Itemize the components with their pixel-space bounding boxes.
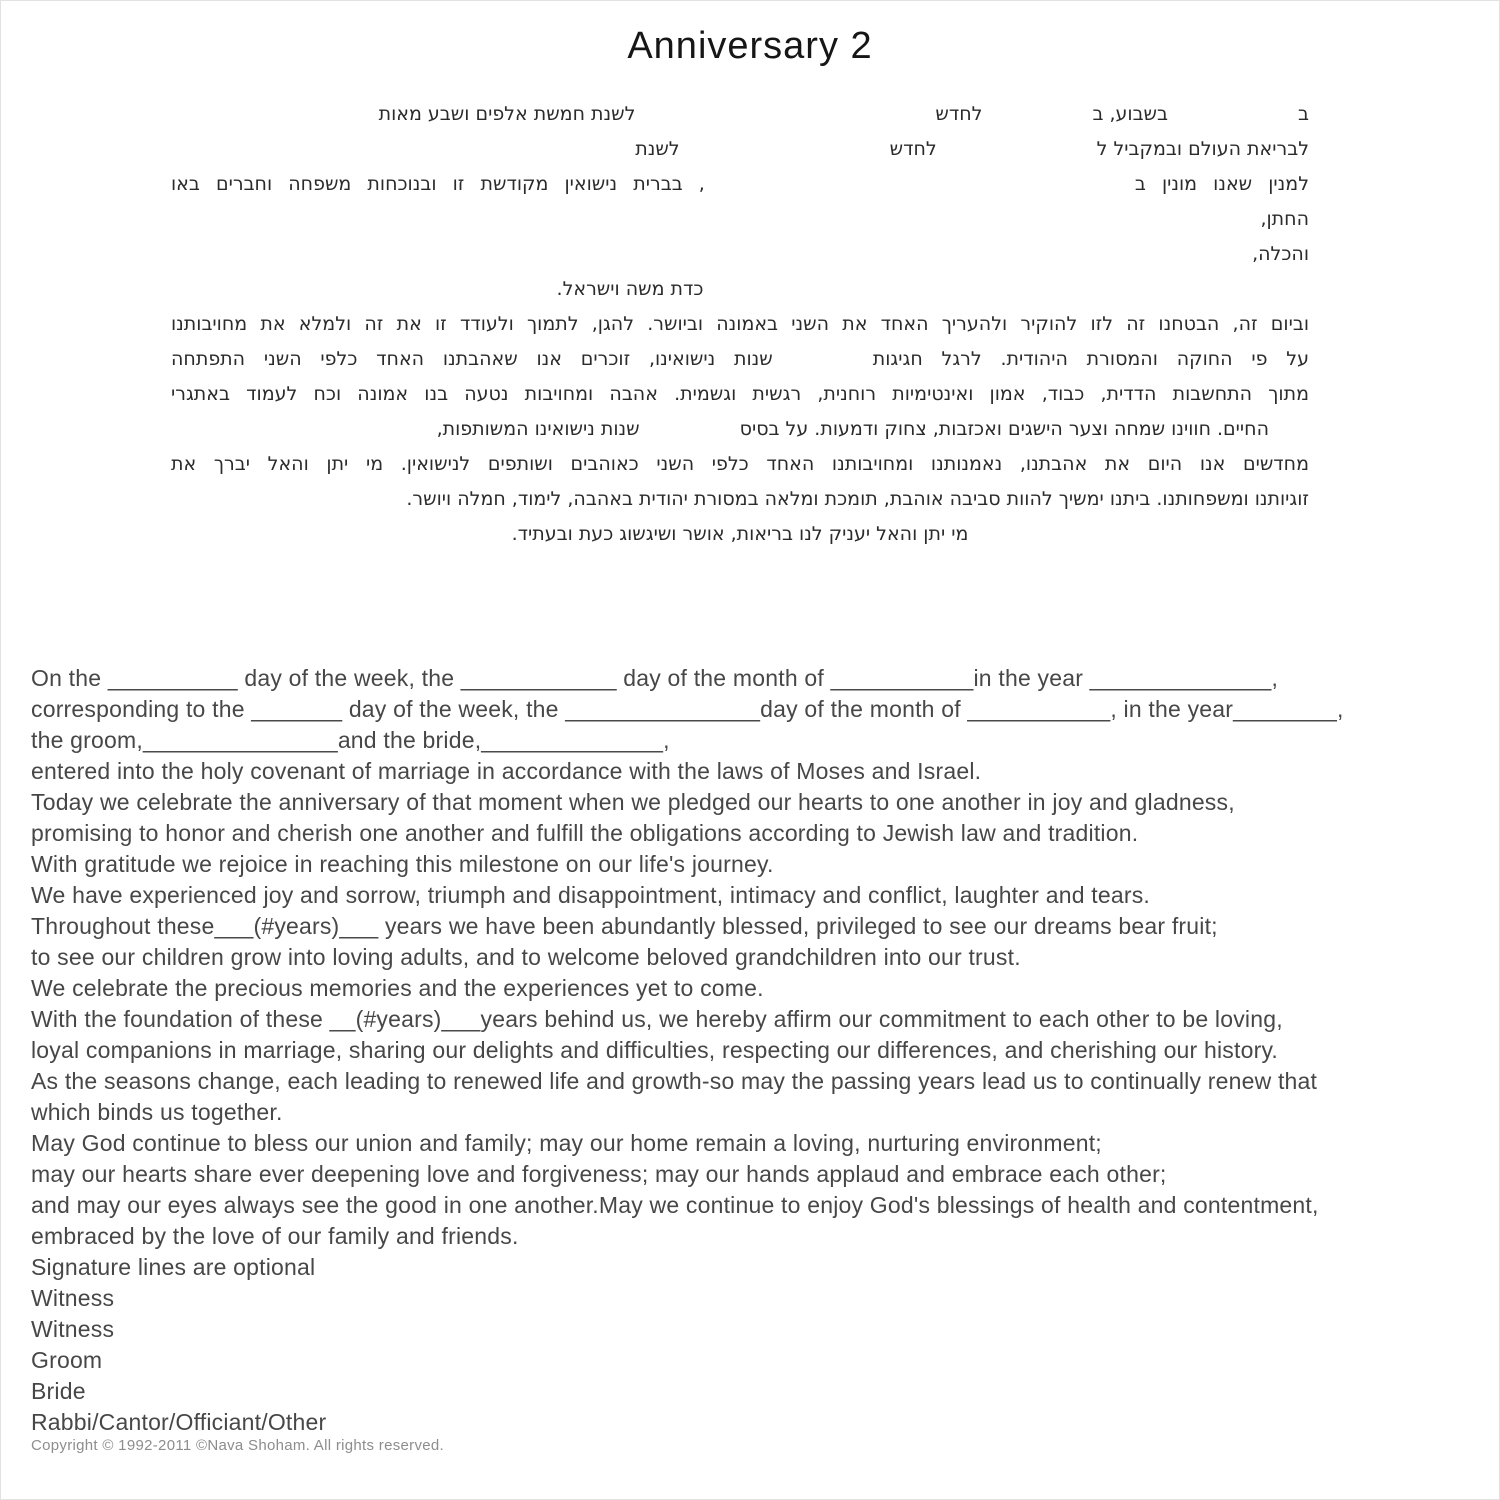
fill-in-blank xyxy=(773,364,873,365)
hebrew-text-segment: החיים. חווינו שמחה וצער הישגים ואכזבות, צחוק ודמעות. על בסיס xyxy=(739,418,1269,440)
english-line-12: With the foundation of these __(#years)___years behind us, we hereby affirm our commitment to each other to be loving, xyxy=(31,1006,1283,1032)
hebrew-text-segment: לחדש xyxy=(935,103,983,125)
hebrew-text-segment: והכלה, xyxy=(1252,243,1309,265)
signature-line-bride-4: Bride xyxy=(31,1378,86,1404)
hebrew-text-segment: לשנת xyxy=(635,138,680,160)
page-title: Anniversary 2 xyxy=(627,25,873,67)
english-line-3: the groom,_______________and the bride,______________, xyxy=(31,727,670,753)
fill-in-blank xyxy=(1168,119,1298,120)
vow-line-2 xyxy=(171,342,1309,377)
hebrew-text-segment: כדת משה וישראל. xyxy=(556,278,704,300)
english-line-6: promising to honor and cherish one another and fulfill the obligations according to Jewish law and tradition. xyxy=(31,820,1139,846)
english-line-4: entered into the holy covenant of marriage in accordance with the laws of Moses and Israel. xyxy=(31,758,982,784)
english-line-1: On the __________ day of the week, the ____________ day of the month of ___________in the year ______________, xyxy=(31,665,1279,691)
english-line-2: corresponding to the _______ day of the week, the _______________day of the month of ___________, in the year________, xyxy=(31,696,1344,722)
english-line-13: loyal companions in marriage, sharing our delights and difficulties, respecting our differences, and cherishing our history. xyxy=(31,1037,1279,1063)
english-line-15: which binds us together. xyxy=(31,1099,283,1125)
english-line-8: We have experienced joy and sorrow, triumph and disappointment, intimacy and conflict, laughter and tears. xyxy=(31,882,1151,908)
signature-line-rabbi-cantor-officiant-other-5: Rabbi/Cantor/Officiant/Other xyxy=(31,1409,327,1435)
hebrew-text-segment: מתוך התחשבות הדדית, כבוד, אמון ואינטימיות רוחנית, רגשית וגשמית. אהבה ומחויבות נטעה בנו אמונה וכח לעמוד באתגרי xyxy=(171,383,1309,405)
hebrew-text-segment: מי יתן והאל יעניק לנו בריאות, אושר ושיגשוג כעת ובעתיד. xyxy=(511,523,969,545)
vow-line-6 xyxy=(171,482,1309,517)
english-line-14: As the seasons change, each leading to renewed life and growth-so may the passing years lead us to continually renew that xyxy=(31,1068,1318,1094)
english-line-19: embraced by the love of our family and friends. xyxy=(31,1223,519,1249)
hebrew-text-segment: החתן, xyxy=(1260,208,1309,230)
hebrew-text-segment: זוגיותנו ומשפחותנו. ביתנו ימשיך להוות סביבה אוהבת, תומכת ומלאה במסורת יהודית באהבה, לימוד, חמלה ויושר. xyxy=(406,488,1309,510)
signature-line-groom-3: Groom xyxy=(31,1347,103,1373)
hebrew-text-segment: לשנת חמשת אלפים ושבע מאות xyxy=(378,103,636,125)
hebrew-text-segment: לחדש xyxy=(889,138,937,160)
english-line-10: to see our children grow into loving adults, and to welcome beloved grandchildren into our trust. xyxy=(31,944,1021,970)
hebrew-text-segment: וביום זה, הבטחנו זה לזו להוקיר ולהעריך האחד את השני באמונה וביושר. להגן, לתמוך ולעודד זו את זה ולמלא את מחויבותנו xyxy=(171,313,1309,335)
fill-in-blank xyxy=(640,434,740,435)
date-line-hebrew-3 xyxy=(171,167,1309,202)
bride-line-hebrew xyxy=(171,237,1309,272)
english-line-11: We celebrate the precious memories and the experiences yet to come. xyxy=(31,975,764,1001)
hebrew-text-block xyxy=(171,97,1309,552)
hebrew-text-segment: מחדשים אנו היום את אהבתנו, נאמנותנו ומחויבותנו האחד כלפי השני כאוהבים ושותפים לנישואין. מי יתן והאל יברך את xyxy=(171,453,1309,475)
vow-line-5 xyxy=(171,447,1309,482)
vow-line-4 xyxy=(171,412,1309,447)
signature-note: Signature lines are optional xyxy=(31,1254,316,1280)
date-line-hebrew-2 xyxy=(171,132,1309,167)
vow-line-3 xyxy=(171,377,1309,412)
english-line-16: May God continue to bless our union and family; may our home remain a loving, nurturing environment; xyxy=(31,1130,1102,1156)
copyright-notice: Copyright © 1992-2011 ©Nava Shoham. All rights reserved. xyxy=(31,1437,444,1454)
english-text-block xyxy=(31,663,1479,1438)
hebrew-text-segment: שנות נישואינו, זוכרים אנו שאהבתנו האחד כלפי השני התפתחה xyxy=(171,348,773,370)
hebrew-text-segment: שנות נישואינו המשותפות, xyxy=(436,418,640,440)
english-line-17: may our hearts share ever deepening love and forgiveness; may our hands applaud and embrace each other; xyxy=(31,1161,1167,1187)
fill-in-blank xyxy=(635,119,935,120)
groom-line-hebrew xyxy=(171,202,1309,237)
hebrew-text-segment: לבריאת העולם ובמקביל ל xyxy=(1096,138,1309,160)
english-line-7: With gratitude we rejoice in reaching this milestone on our life's journey. xyxy=(31,851,774,877)
vow-line-1 xyxy=(171,307,1309,342)
law-of-moses-line xyxy=(61,272,1199,307)
hebrew-text-segment: בשבוע, ב xyxy=(1092,103,1169,125)
date-line-hebrew-1 xyxy=(171,97,1309,132)
hebrew-text-segment: על פי החוקה והמסורת היהודית. לרגל חגיגות xyxy=(872,348,1309,370)
fill-in-blank xyxy=(937,154,1097,155)
fill-in-blank xyxy=(680,154,890,155)
hebrew-text-segment: , בברית נישואין מקודשת זו ובנוכחות משפחה וחברים באו xyxy=(171,173,705,195)
signature-line-witness-1: Witness xyxy=(31,1285,115,1311)
signature-line-witness-2: Witness xyxy=(31,1316,115,1342)
english-line-9: Throughout these___(#years)___ years we have been abundantly blessed, privileged to see our dreams bear fruit; xyxy=(31,913,1218,939)
fill-in-blank xyxy=(982,119,1092,120)
fill-in-blank xyxy=(705,189,1135,190)
hebrew-text-segment: ב xyxy=(1298,103,1309,125)
hebrew-text-segment: למנין שאנו מונין ב xyxy=(1134,173,1309,195)
vow-line-7 xyxy=(171,517,1309,552)
english-line-5: Today we celebrate the anniversary of that moment when we pledged our hearts to one another in joy and gladness, xyxy=(31,789,1235,815)
english-line-18: and may our eyes always see the good in one another.May we continue to enjoy God's blessings of health and contentment, xyxy=(31,1192,1319,1218)
